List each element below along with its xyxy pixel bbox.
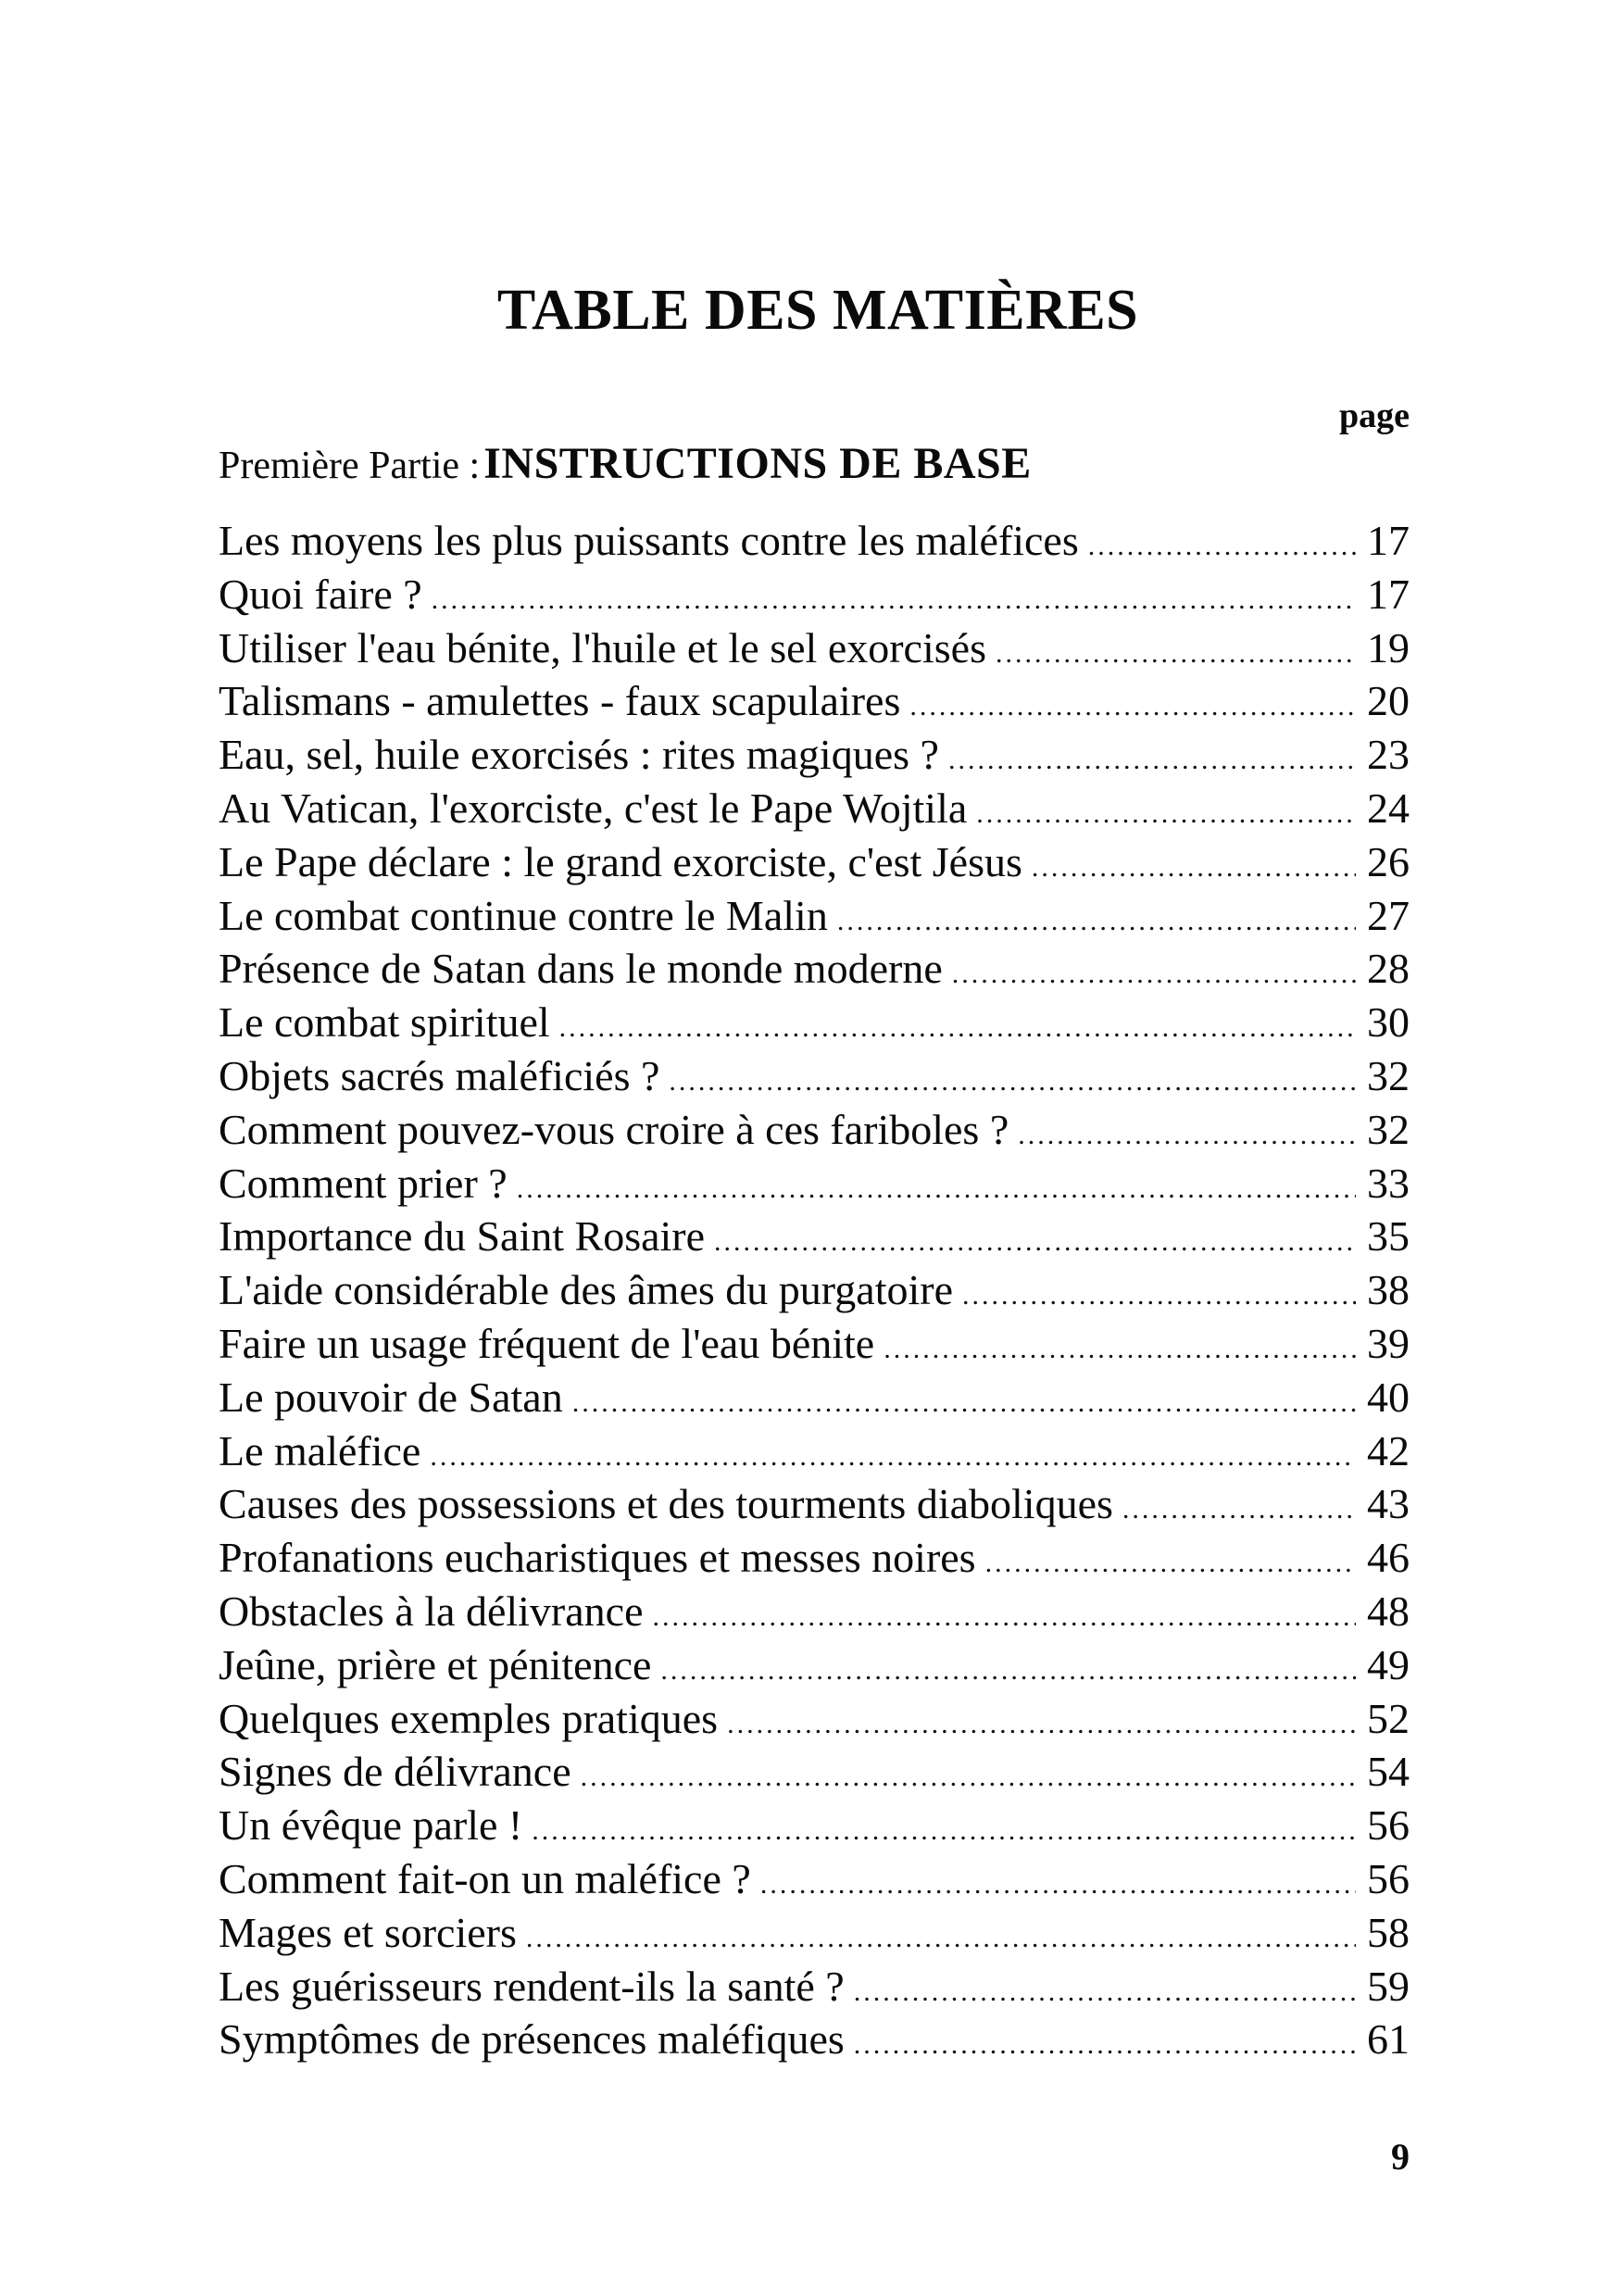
toc-entry-label: Le Pape déclare : le grand exorciste, c'est Jésus [219,837,1022,885]
toc-entry-label: Profanations eucharistiques et messes noires [219,1534,976,1582]
toc-entry [219,1477,1410,1531]
dot-leader [669,1055,1356,1109]
toc-entry-label: Un évêque parle ! [219,1801,523,1850]
toc-entry [219,1531,1410,1585]
toc-entry-page: 20 [1367,677,1410,725]
toc-entry-label: L'aide considérable des âmes du purgatoire [219,1266,953,1314]
toc-entry [219,1263,1410,1317]
toc-entry-page: 27 [1367,891,1410,939]
toc-entry-label: Quelques exemples pratiques [219,1694,719,1742]
dot-leader [854,2018,1356,2072]
dot-leader [909,680,1356,734]
toc-entry [219,942,1410,996]
dot-leader [660,1644,1356,1698]
dot-leader [430,1430,1356,1484]
toc-entry-label: Les moyens les plus puissants contre les maléfices [219,517,1079,564]
toc-entry [219,514,1410,568]
toc-entry-label: Mages et sorciers [219,1908,517,1956]
toc-entry [219,996,1410,1049]
toc-entry-page: 19 [1367,623,1410,671]
toc-entry [219,1210,1410,1263]
toc-entry-label: Symptômes de présences maléfiques [219,2015,845,2064]
toc-entry-page: 39 [1367,1319,1410,1367]
dot-leader [517,1162,1356,1216]
dot-leader [1122,1483,1356,1537]
toc-entry-label: Le combat continue contre le Malin [219,891,828,939]
toc-entry-page: 56 [1367,1801,1410,1850]
dot-leader [854,1965,1356,2019]
toc-entry-page: 40 [1367,1373,1410,1421]
toc-entry-label: Le maléfice [219,1426,421,1474]
part-heading [219,438,1032,489]
toc-entry [219,835,1410,889]
dot-leader [432,573,1356,627]
toc-entry-page: 43 [1367,1480,1410,1528]
table-of-contents [219,514,1410,2066]
toc-entry-page: 54 [1367,1748,1410,1796]
page-column-label: page [1339,396,1410,435]
toc-entry-label: Le pouvoir de Satan [219,1373,563,1421]
part-title: INSTRUCTIONS DE BASE [483,439,1032,488]
toc-entry [219,1906,1410,1960]
toc-entry-page: 46 [1367,1534,1410,1582]
toc-entry-page: 24 [1367,784,1410,832]
dot-leader [962,1269,1356,1323]
toc-entry [219,1638,1410,1692]
toc-entry-label: Eau, sel, huile exorcisés : rites magiques ? [219,731,939,779]
dot-leader [581,1750,1356,1804]
toc-entry-label: Le combat spirituel [219,998,550,1047]
dot-leader [976,787,1356,841]
toc-entry-page: 30 [1367,998,1410,1047]
toc-entry-label: Talismans - amulettes - faux scapulaires [219,677,901,725]
toc-entry-label: Faire un usage fréquent de l'eau bénite [219,1319,875,1367]
toc-entry-label: Comment fait-on un maléfice ? [219,1854,751,1902]
toc-entry-label: Obstacles à la délivrance [219,1587,644,1635]
dot-leader [948,734,1356,787]
dot-leader [985,1537,1356,1590]
dot-leader [1018,1109,1356,1162]
toc-entry-page: 17 [1367,570,1410,618]
page-title: TABLE DES MATIÈRES [496,279,1139,342]
toc-entry-label: Importance du Saint Rosaire [219,1212,706,1261]
toc-entry-page: 49 [1367,1640,1410,1688]
part-prefix: Première Partie : [219,445,481,487]
dot-leader [559,1001,1356,1055]
toc-entry-label: Comment pouvez-vous croire à ces fariboles ? [219,1105,1009,1153]
dot-leader [714,1215,1356,1269]
toc-entry-page: 26 [1367,837,1410,885]
toc-entry-page: 17 [1367,517,1410,564]
toc-entry-label: Comment prier ? [219,1159,508,1207]
dot-leader [653,1590,1357,1644]
dot-leader [760,1858,1356,1912]
toc-entry-label: Signes de délivrance [219,1748,571,1796]
toc-entry [219,1371,1410,1424]
dot-leader [532,1804,1356,1858]
dot-leader [526,1912,1356,1965]
page-number: 9 [1391,2136,1410,2177]
toc-entry [219,1960,1410,2014]
toc-entry [219,782,1410,835]
toc-entry-page: 35 [1367,1212,1410,1261]
dot-leader [884,1323,1356,1376]
dot-leader [572,1376,1356,1430]
toc-entry-page: 42 [1367,1426,1410,1474]
toc-entry-label: Objets sacrés maléficiés ? [219,1051,660,1099]
toc-entry-page: 52 [1367,1694,1410,1742]
toc-entry-label: Présence de Satan dans le monde moderne [219,945,943,993]
dot-leader [1088,520,1356,573]
toc-entry [219,568,1410,621]
toc-entry [219,1103,1410,1157]
toc-entry [219,1424,1410,1478]
toc-entry-label: Jeûne, prière et pénitence [219,1640,652,1688]
dot-leader [727,1698,1356,1751]
toc-entry [219,2013,1410,2066]
toc-entry-page: 33 [1367,1159,1410,1207]
toc-entry [219,1745,1410,1799]
toc-entry-label: Quoi faire ? [219,570,422,618]
toc-entry-page: 56 [1367,1854,1410,1902]
toc-entry-page: 61 [1367,2015,1410,2064]
toc-entry-page: 59 [1367,1962,1410,2010]
toc-entry-label: Causes des possessions et des tourments diaboliques [219,1480,1113,1528]
toc-entry-page: 58 [1367,1908,1410,1956]
toc-entry-label: Les guérisseurs rendent-ils la santé ? [219,1962,845,2010]
toc-entry [219,1585,1410,1638]
dot-leader [837,895,1356,948]
toc-entry [219,889,1410,943]
toc-entry [219,1692,1410,1746]
toc-entry-page: 32 [1367,1105,1410,1153]
toc-entry-label: Au Vatican, l'exorciste, c'est le Pape Wojtila [219,784,968,832]
toc-entry-page: 28 [1367,945,1410,993]
toc-entry-label: Utiliser l'eau bénite, l'huile et le sel exorcisés [219,623,986,671]
toc-entry [219,728,1410,782]
toc-entry [219,621,1410,675]
toc-entry [219,1799,1410,1852]
toc-entry [219,674,1410,728]
toc-entry-page: 48 [1367,1587,1410,1635]
toc-entry [219,1317,1410,1371]
toc-entry-page: 23 [1367,731,1410,779]
toc-entry-page: 38 [1367,1266,1410,1314]
dot-leader [952,947,1356,1001]
dot-leader [996,627,1356,681]
toc-entry-page: 32 [1367,1051,1410,1099]
dot-leader [1032,841,1356,895]
toc-entry [219,1852,1410,1906]
toc-entry [219,1049,1410,1103]
toc-entry [219,1157,1410,1211]
